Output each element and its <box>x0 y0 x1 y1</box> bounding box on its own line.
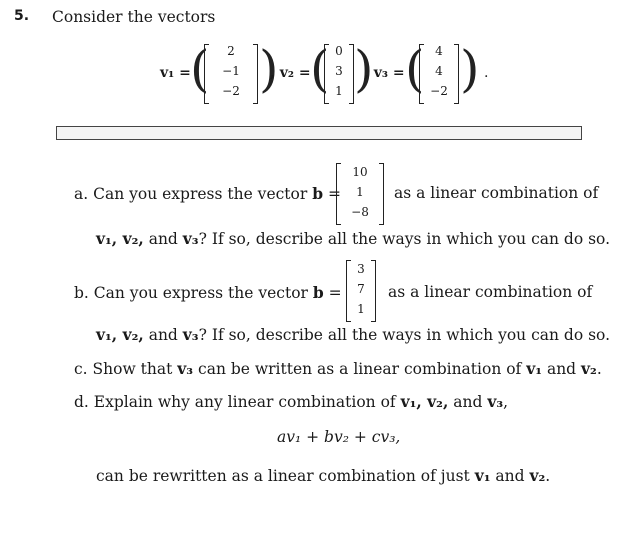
part-b-v3: v₃ <box>182 325 199 344</box>
part-c-text2: can be written as a linear combination of <box>193 360 527 378</box>
part-a-line1 <box>74 184 341 203</box>
v3-matrix <box>419 44 459 104</box>
part-b-prefix: Can you express the vector <box>93 284 313 302</box>
part-d-text4: can be rewritten as a linear combination of just <box>96 467 475 485</box>
v1-entry: −2 <box>222 84 240 98</box>
part-d-text3: , <box>503 393 509 411</box>
v1-entry: −1 <box>222 64 240 78</box>
part-c <box>74 359 602 378</box>
problem-intro: Consider the vectors <box>52 8 216 26</box>
part-a-b-matrix <box>336 163 384 225</box>
part-d-text6: . <box>545 467 551 485</box>
v1-matrix <box>204 44 258 104</box>
v2-matrix <box>324 44 354 104</box>
part-a-b-entry: −8 <box>351 205 369 219</box>
part-b-b-entry: 3 <box>357 262 365 276</box>
part-b-b: b <box>312 283 324 302</box>
v2-entry: 3 <box>335 64 343 78</box>
v1-label: v₁ = <box>160 65 191 81</box>
part-b-letter: b. <box>74 284 89 302</box>
part-d-v1: v₁ <box>474 466 491 485</box>
part-a-rest: ? If so, describe all the ways in which you can do so. <box>198 230 611 248</box>
part-b-eq: = <box>323 284 342 302</box>
vectors-end-period: . <box>484 65 489 81</box>
part-a-prefix: Can you express the vector <box>93 185 313 203</box>
part-a-b-entry: 10 <box>352 165 368 179</box>
part-c-text4: . <box>596 360 602 378</box>
part-a-letter: a. <box>74 185 89 203</box>
part-d-text2: and <box>448 393 488 411</box>
v1-right-paren: ) <box>259 40 279 98</box>
part-d-line1 <box>74 392 508 411</box>
v1-left-paren: ( <box>190 40 210 98</box>
part-c-text3: and <box>542 360 582 378</box>
part-d-v2: v₂ <box>529 466 546 485</box>
part-d-vecs: v₁, v₂, <box>400 392 449 411</box>
part-b-line1 <box>74 283 342 302</box>
part-c-v2: v₂ <box>581 359 597 378</box>
v3-label: , v₃ = <box>364 65 405 81</box>
v3-right-paren: ) <box>460 40 480 98</box>
v3-entry: 4 <box>435 44 443 58</box>
v1-entry: 2 <box>227 44 235 58</box>
part-a-line2 <box>96 229 610 248</box>
v2-label: , v₂ = <box>270 65 311 81</box>
part-c-v1: v₁ <box>526 359 543 378</box>
v3-entry: 4 <box>435 64 443 78</box>
part-b-vectors: v₁, v₂, <box>96 325 144 344</box>
part-b-b-matrix <box>346 260 376 322</box>
part-d-text5: and <box>490 467 530 485</box>
v2-entry: 1 <box>335 84 343 98</box>
v2-left-paren: ( <box>310 40 330 98</box>
problem-number: 5. <box>14 8 30 24</box>
v3-entry: −2 <box>430 84 448 98</box>
part-a-b-entry: 1 <box>356 185 364 199</box>
part-a-and: and <box>143 230 183 248</box>
v2-right-paren: ) <box>354 40 374 98</box>
part-a-suffix: as a linear combination of <box>394 184 599 202</box>
v2-entry: 0 <box>335 44 343 58</box>
part-a-vectors: v₁, v₂, <box>96 229 144 248</box>
part-b-and: and <box>143 326 183 344</box>
v3-left-paren: ( <box>405 40 425 98</box>
part-b-rest: ? If so, describe all the ways in which you can do so. <box>198 326 611 344</box>
part-d-text1: Explain why any linear combination of <box>93 393 401 411</box>
part-d-equation: av₁ + bv₂ + cv₃, <box>277 428 401 446</box>
part-c-letter: c. <box>74 360 88 378</box>
part-b-line2 <box>96 325 610 344</box>
part-d-line3 <box>96 466 550 485</box>
part-c-text1: Show that <box>92 360 178 378</box>
part-a-b: b <box>312 184 324 203</box>
part-b-b-entry: 7 <box>357 282 365 296</box>
part-d-v3: v₃ <box>487 392 504 411</box>
part-a-v3: v₃ <box>182 229 199 248</box>
blank-bar <box>56 126 582 140</box>
part-a-eq: = <box>323 185 341 203</box>
part-d-letter: d. <box>74 393 89 411</box>
part-c-v3: v₃ <box>177 359 194 378</box>
part-b-suffix: as a linear combination of <box>388 283 593 301</box>
part-b-b-entry: 1 <box>357 302 365 316</box>
